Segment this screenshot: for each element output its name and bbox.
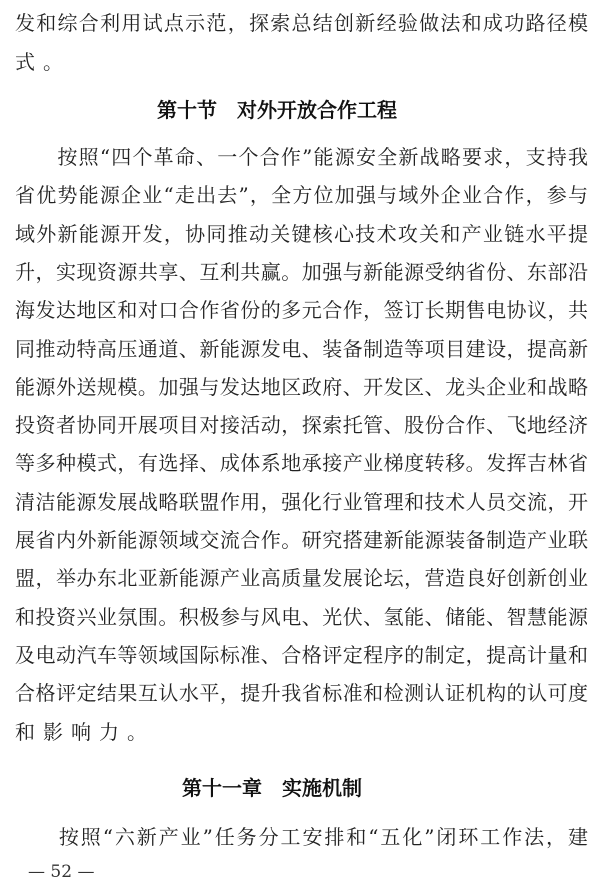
paragraph-line: 发和综合利用试点示范，探索总结创新经验做法和成功路径模 xyxy=(15,11,588,35)
paragraph-line: 同推动特高压通道、新能源发电、装备制造等项目建设，提高新 xyxy=(15,336,588,361)
chapter-heading: 第十一章 实施机制 xyxy=(182,776,362,800)
paragraph-line: 盟，举办东北亚新能源产业高质量发展论坛，营造良好创新创业 xyxy=(15,566,588,591)
paragraph-line: 海发达地区和对口合作省份的多元合作，签订长期售电协议，共 xyxy=(15,298,588,323)
paragraph-line: 投资者协同开展项目对接活动，探索托管、股份合作、飞地经济 xyxy=(15,413,588,438)
paragraph-line: 合格评定结果互认水平，提升我省标准和检测认证机构的认可度 xyxy=(15,681,588,706)
paragraph-line: 展省内外新能源领域交流合作。研究搭建新能源装备制造产业联 xyxy=(15,528,588,552)
paragraph-line: 域外新能源开发，协同推动关键核心技术攻关和产业链水平提 xyxy=(15,221,588,246)
section-heading: 第十节 对外开放合作工程 xyxy=(157,98,397,122)
paragraph-line: 升，实现资源共享、互利共赢。加强与新能源受纳省份、东部沿 xyxy=(15,259,588,284)
paragraph-line: 和影响力。 xyxy=(15,719,155,744)
paragraph-line: 等多种模式，有选择、成体系地承接产业梯度转移。发挥吉林省 xyxy=(15,451,588,476)
paragraph-line: 按照“四个革命、一个合作”能源安全新战略要求，支持我 xyxy=(15,145,588,169)
paragraph-line: 清洁能源发展战略联盟作用，强化行业管理和技术人员交流，开 xyxy=(15,489,588,514)
page-number: — 52 — xyxy=(28,862,95,882)
paragraph-line: 式。 xyxy=(15,50,71,74)
paragraph-line: 能源外送规模。加强与发达地区政府、开发区、龙头企业和战略 xyxy=(15,374,588,399)
paragraph-line: 省优势能源企业“走出去”，全方位加强与域外企业合作，参与 xyxy=(15,183,588,208)
paragraph-line: 和投资兴业氛围。积极参与风电、光伏、氢能、储能、智慧能源 xyxy=(15,604,588,629)
paragraph-line: 及电动汽车等领域国际标准、合格评定程序的制定，提高计量和 xyxy=(15,642,588,667)
paragraph-line: 按照“六新产业”任务分工安排和“五化”闭环工作法，建 xyxy=(15,825,588,849)
